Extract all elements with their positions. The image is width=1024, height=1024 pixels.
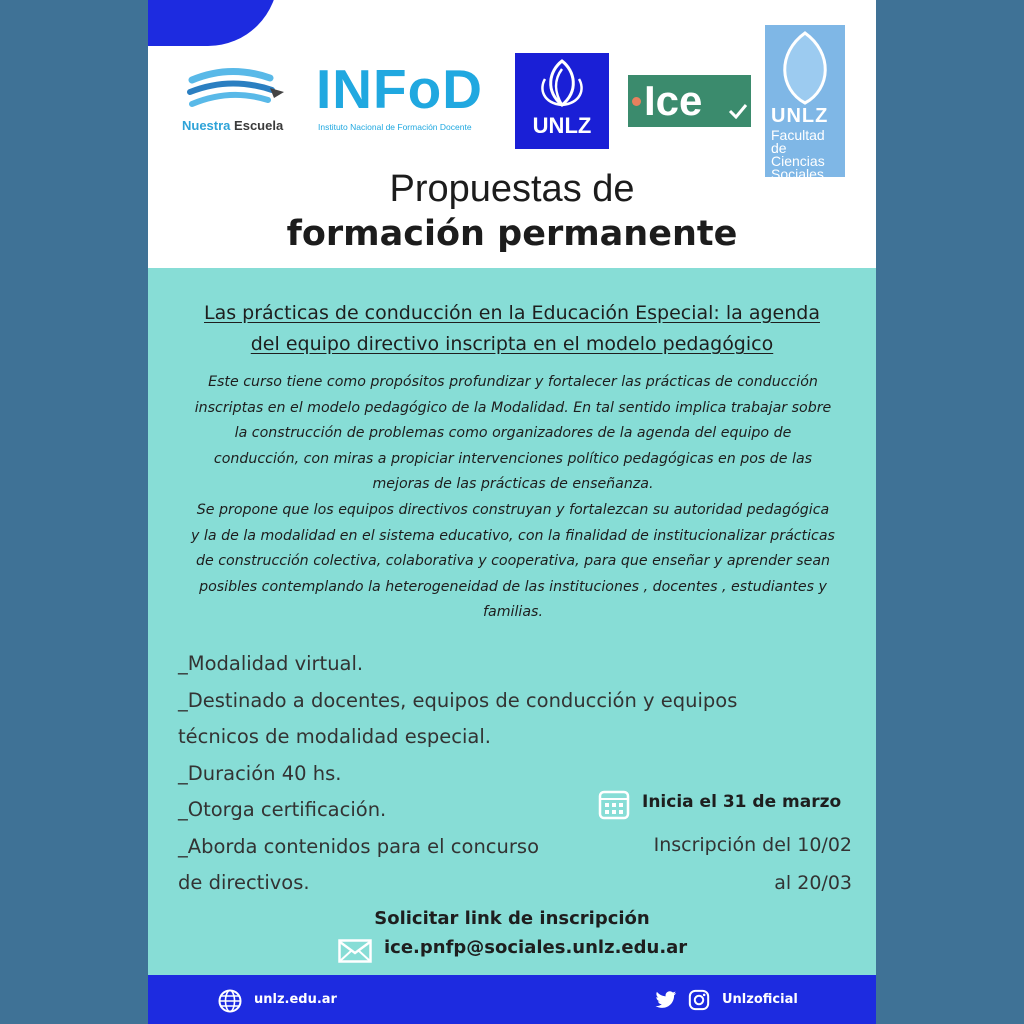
- fcs-line2: Ciencias: [771, 153, 825, 169]
- cta-title: Solicitar link de inscripción: [374, 908, 650, 929]
- escuela-text: Escuela: [234, 118, 284, 133]
- list-item: _Duración 40 hs.: [178, 761, 342, 785]
- unlz-name: UNLZ: [532, 113, 592, 138]
- nuestra-escuela-logo: [178, 66, 298, 138]
- mail-icon: [338, 939, 372, 963]
- ice-dot-icon: [632, 97, 641, 106]
- description-line: Se propone que los equipos directivos construyan y fortalezcan su autoridad pedagógica: [196, 501, 830, 518]
- ice-logo: [628, 75, 751, 127]
- list-item: _Aborda contenidos para el concurso: [178, 834, 539, 858]
- course-title-line2: del equipo directivo inscripta en el modelo pedagógico: [250, 333, 774, 355]
- description-line: la construcción de problemas como organizadores de la agenda del equipo de: [234, 425, 792, 442]
- course-title-line1: Las prácticas de conducción en la Educación Especial: la agenda: [204, 302, 820, 324]
- description-line: y la de la modalidad en el sistema educativo, con la finalidad de institucionalizar prácticas: [191, 527, 835, 544]
- infod-name: INFoD: [316, 58, 483, 120]
- description-line: Este curso tiene como propósitos profundizar y fortalecer las prácticas de conducción: [208, 374, 818, 390]
- description-line: conducción, con miras a propiciar intervenciones político pedagógicas en pos de las: [213, 450, 813, 467]
- page-title-line2: formación permanente: [286, 214, 738, 254]
- description-line: posibles contemplando la heterogeneidad de las instituciones , docentes , estudiantes y: [199, 578, 827, 595]
- description-line: inscriptas en el modelo pedagógico de la Modalidad. En tal sentido implica trabajar sobre: [194, 399, 832, 416]
- instagram-icon[interactable]: [688, 989, 710, 1011]
- ice-name: Ice: [644, 77, 703, 124]
- enrollment-line2: al 20/03: [774, 872, 852, 894]
- social-handle[interactable]: Unlzoficial: [722, 992, 798, 1007]
- infod-subtitle: Instituto Nacional de Formación Docente: [318, 122, 472, 132]
- globe-icon: [218, 989, 242, 1013]
- course-title: [172, 298, 852, 360]
- nuestra-escuela-arcs-icon: [178, 66, 298, 118]
- fcs-line3: Sociales: [771, 166, 824, 182]
- list-item: _Destinado a docentes, equipos de conducción y equipos: [178, 688, 738, 712]
- facultad-ciencias-sociales-logo: [765, 25, 845, 182]
- checkmark-icon: [728, 103, 748, 119]
- list-item: de directivos.: [178, 871, 310, 894]
- description-line: familias.: [483, 604, 543, 621]
- description-line: mejoras de las prácticas de enseñanza.: [372, 476, 654, 493]
- description-line: de construcción colectiva, colaborativa y cooperativa, para que enseñar y aprender sean: [195, 553, 831, 570]
- email-link[interactable]: ice.pnfp@sociales.unlz.edu.ar: [384, 937, 688, 958]
- footer-bar: [148, 975, 876, 1024]
- start-date: Inicia el 31 de marzo: [642, 792, 842, 812]
- fcs-unlz-mark: UNLZ: [771, 105, 829, 127]
- course-description: [170, 370, 856, 626]
- enrollment-line1: Inscripción del 10/02: [653, 834, 852, 856]
- email-row: [338, 935, 758, 965]
- list-item: técnicos de modalidad especial.: [178, 725, 491, 748]
- website-link[interactable]: unlz.edu.ar: [254, 992, 337, 1007]
- nuestra-text: Nuestra: [182, 118, 231, 133]
- fcs-line1: Facultad de: [771, 127, 825, 156]
- course-panel: [148, 268, 876, 975]
- list-item: _Otorga certificación.: [178, 798, 387, 821]
- unlz-logo: [515, 53, 609, 149]
- corner-decoration: [148, 0, 278, 46]
- page-title-line1: Propuestas de: [389, 168, 635, 210]
- fcs-leaf-icon: [773, 31, 837, 105]
- twitter-icon[interactable]: [655, 990, 677, 1010]
- unlz-leaf-icon: [515, 53, 609, 113]
- list-item: _Modalidad virtual.: [178, 652, 364, 675]
- enrollment-period: [654, 826, 852, 902]
- infod-logo: [316, 60, 500, 140]
- flyer-card: [148, 0, 876, 1024]
- calendar-icon: [598, 788, 630, 820]
